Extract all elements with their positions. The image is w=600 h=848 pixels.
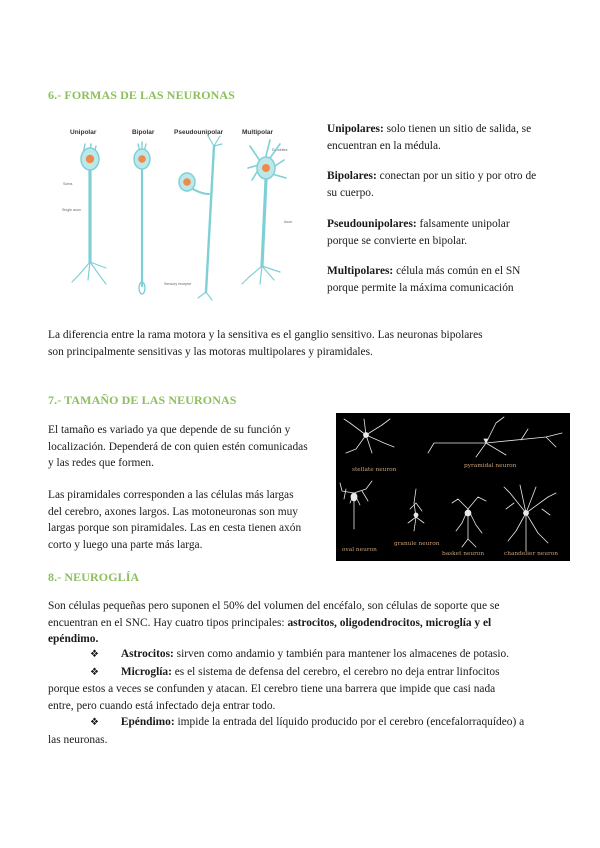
label-dendrites: Dendrites bbox=[272, 148, 288, 152]
section7-para2 bbox=[48, 487, 333, 553]
def-unipolar bbox=[327, 121, 567, 154]
paragraph-line: El tamaño es variado ya que depende de su función y bbox=[48, 424, 291, 436]
section8-heading: 8.- NEUROGLÍA bbox=[48, 570, 140, 584]
label-sensory-receptor: Sensory receptor bbox=[164, 282, 192, 286]
label-bipolar: Bipolar bbox=[132, 129, 155, 136]
glia-text: es el sistema de defensa del cerebro, el cerebro no deja entrar linfocitos bbox=[171, 665, 500, 678]
def-bipolar bbox=[327, 168, 577, 201]
paragraph-line: Las piramidales corresponden a las células más largas bbox=[48, 489, 294, 501]
section7-para1 bbox=[48, 422, 333, 472]
caption-granule: granule neuron bbox=[394, 541, 440, 547]
glia-list bbox=[48, 646, 573, 748]
section8-intro bbox=[48, 598, 573, 648]
paragraph-line: encuentran en el SNC. Hay cuatro tipos principales: bbox=[48, 616, 288, 629]
paragraph-line: largas porque son piramidales. Las en cesta tienen axón bbox=[48, 522, 302, 534]
bullet-icon: ❖ bbox=[90, 649, 99, 660]
label-unipolar: Unipolar bbox=[70, 129, 97, 136]
caption-oval: oval neuron bbox=[342, 547, 377, 553]
def-term: Bipolares: bbox=[327, 170, 377, 182]
caption-pyramidal: pyramidal neuron bbox=[464, 463, 517, 469]
def-term: Multipolares: bbox=[327, 265, 394, 277]
def-multipolar bbox=[327, 263, 577, 296]
def-term: Unipolares: bbox=[327, 123, 384, 135]
glia-text: impide la entrada del líquido producido por el cerebro (encefalorraquídeo) a bbox=[174, 716, 525, 728]
list-item bbox=[48, 646, 573, 664]
def-text: conectan por un sitio y por otro de bbox=[376, 170, 537, 182]
glia-continuation: porque estos a veces se confunden y atacan. El cerebro tiene una barrera que impide que casi nada bbox=[48, 683, 496, 695]
caption-chandelier: chandelier neuron bbox=[504, 551, 558, 557]
glia-types: astrocitos, oligodendrocitos, microglía y el bbox=[287, 616, 492, 629]
glia-text: sirven como andamio y también para mantener los almacenes de potasio. bbox=[173, 648, 510, 660]
paragraph-line: corto y luego una parte más larga. bbox=[48, 538, 203, 551]
label-multipolar: Multipolar bbox=[242, 129, 274, 136]
bullet-icon: ❖ bbox=[90, 666, 99, 678]
section6-heading: 6.- FORMAS DE LAS NEURONAS bbox=[48, 88, 235, 102]
caption-basket: basket neuron bbox=[442, 551, 485, 557]
label-axon: Axon bbox=[284, 220, 293, 224]
glia-term: Microglía: bbox=[120, 665, 172, 678]
paragraph-line: y las redes que formen. bbox=[48, 457, 154, 469]
paragraph-line: son principalmente sensitivas y las motoras multipolares y piramidales. bbox=[48, 345, 373, 358]
glia-term: Astrocitos: bbox=[120, 648, 174, 660]
def-text: porque se convierte en bipolar. bbox=[327, 234, 468, 247]
label-single-axon: Single axon bbox=[62, 208, 81, 212]
def-pseudounipolar bbox=[327, 216, 567, 249]
def-text: encuentran en la médula. bbox=[327, 139, 441, 152]
def-text: célula más común en el SN bbox=[393, 265, 521, 277]
caption-stellate: stellate neuron bbox=[352, 467, 397, 473]
label-pseudounipolar: Pseudounipolar bbox=[174, 129, 224, 136]
label-soma: Soma bbox=[63, 182, 73, 186]
neuron-types-figure bbox=[62, 116, 316, 308]
def-text: solo tienen un sitio de salida, se bbox=[383, 123, 532, 135]
list-item bbox=[48, 714, 573, 732]
def-text: porque permite la máxima comunicación bbox=[327, 281, 514, 294]
paragraph-line: Son células pequeñas pero suponen el 50% del volumen del encéfalo, son células de soporte que se bbox=[48, 600, 500, 612]
section6-paragraph bbox=[48, 327, 568, 360]
paragraph-line: localización. Dependerá de con quien estén comunicadas bbox=[48, 440, 308, 453]
def-term: Pseudounipolares: bbox=[327, 218, 417, 230]
glia-continuation: entre, pero cuando está infectado deja entrar todo. bbox=[48, 699, 276, 712]
section7-heading: 7.- TAMAÑO DE LAS NEURONAS bbox=[48, 393, 237, 407]
neuron-silhouettes bbox=[336, 413, 570, 561]
paragraph-line: La diferencia entre la rama motora y la sensitiva es el ganglio sensitivo. Las neuronas bipolares bbox=[48, 329, 483, 341]
paragraph-line: del cerebro, axones largos. Las motoneuronas son muy bbox=[48, 505, 299, 518]
neuron-drawings bbox=[66, 116, 316, 308]
glia-term: Epéndimo: bbox=[120, 716, 175, 728]
neuron-sizes-image bbox=[336, 413, 570, 561]
glia-continuation: las neuronas. bbox=[48, 733, 108, 746]
def-text: falsamente unipolar bbox=[416, 218, 510, 230]
bullet-icon: ❖ bbox=[90, 717, 99, 728]
list-item bbox=[48, 664, 573, 682]
glia-types-end: epéndimo. bbox=[48, 633, 99, 645]
def-text: su cuerpo. bbox=[327, 186, 374, 199]
